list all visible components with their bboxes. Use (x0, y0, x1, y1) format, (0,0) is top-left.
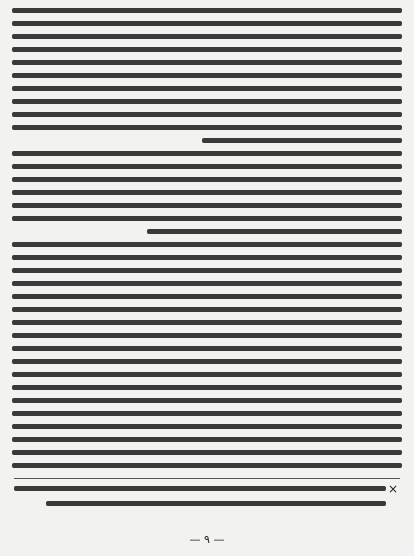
text-line (12, 411, 402, 416)
text-line (12, 372, 402, 377)
text-line (12, 281, 402, 286)
text-line (12, 112, 402, 117)
text-line (202, 138, 402, 143)
text-line (12, 216, 402, 221)
footnote-rule (14, 478, 400, 479)
body-text (12, 8, 402, 470)
text-line (12, 86, 402, 91)
text-line (12, 255, 402, 260)
text-line (12, 320, 402, 325)
text-line (12, 47, 402, 52)
text-line (12, 8, 402, 13)
text-line (12, 21, 402, 26)
text-line (12, 151, 402, 156)
footnote-marker: × (387, 482, 398, 496)
text-line (12, 307, 402, 312)
footnote (14, 482, 400, 520)
text-line (12, 450, 402, 455)
text-line (147, 229, 402, 234)
text-line (12, 437, 402, 442)
text-line (12, 242, 402, 247)
text-line (12, 463, 402, 468)
text-line (12, 164, 402, 169)
text-line (12, 294, 402, 299)
text-line (12, 333, 402, 338)
text-line (12, 99, 402, 104)
text-line (12, 359, 402, 364)
text-line (12, 398, 402, 403)
page-number: — ۹ — (189, 533, 225, 546)
text-line (12, 203, 402, 208)
footnote-line (14, 486, 386, 491)
text-line (12, 268, 402, 273)
text-line (12, 190, 402, 195)
text-line (12, 60, 402, 65)
footnote-line (46, 501, 386, 506)
text-line (12, 34, 402, 39)
text-line (12, 73, 402, 78)
text-line (12, 177, 402, 182)
text-line (12, 385, 402, 390)
text-line (12, 125, 402, 130)
text-line (12, 346, 402, 351)
text-line (12, 424, 402, 429)
